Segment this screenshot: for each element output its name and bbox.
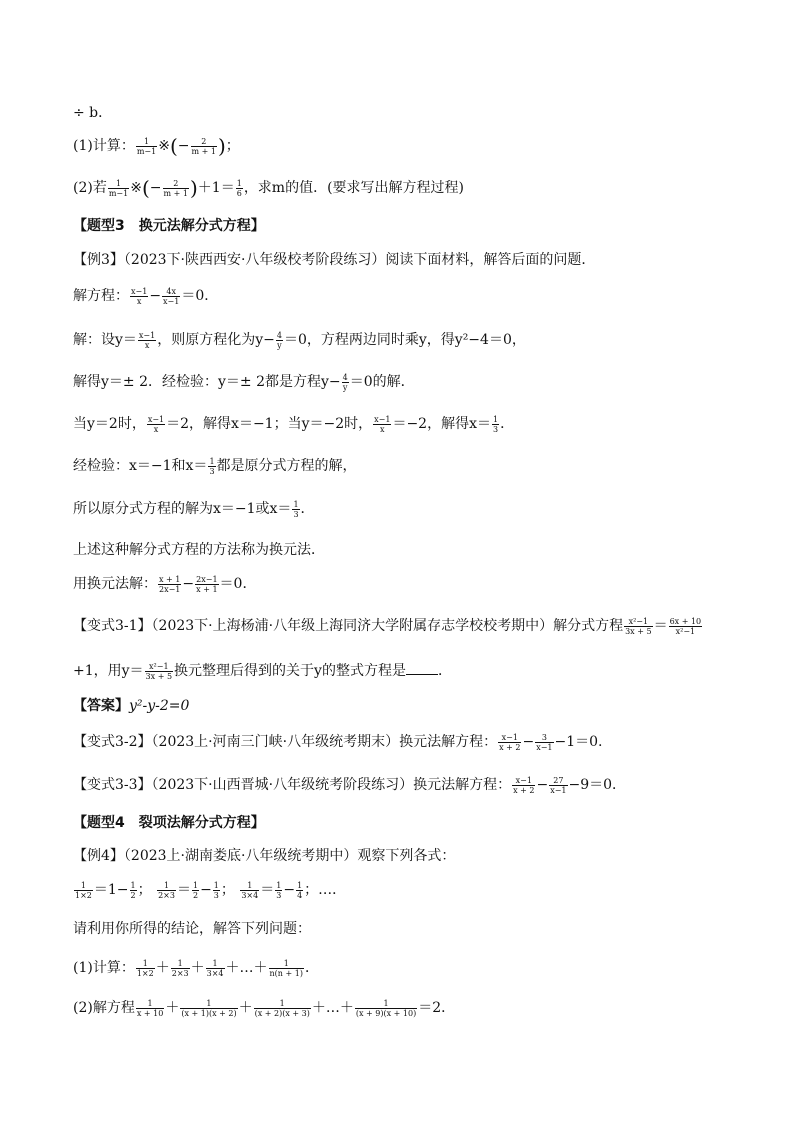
section-heading-3 [73, 216, 265, 236]
answer-blank[interactable] [406, 660, 438, 675]
fraction: $\frac{1}{2}$ [192, 880, 199, 900]
text: ； [225, 138, 240, 154]
question-4-1: (1)计算： $\frac{1}{1\times 2}$ ＋ $\frac{1}{2\times 3}$ ＋ $\frac{1}{3\times 4}$ ＋…＋ $\frac{1}{n(n + 1)}$ ． [73, 958, 319, 978]
line-solution-2 [73, 372, 415, 392]
observe-line: $\frac{1}{1\times 2}$ ＝1− $\frac{1}{2}$ ； $\frac{1}{2\times 3}$ ＝ $\frac{1}{2}$ − $\frac{1}{3}$ ； $\frac{1}{3\times 4}$ ＝ $\frac{1}{3}$ − $\frac{1}{4}$ ；…． [75, 880, 347, 900]
fraction: $\frac{1}{(x + 1)(x + 2)}$ [181, 998, 237, 1018]
fraction: $\frac{1}{x + 10}$ [136, 998, 164, 1018]
text: ＝ [653, 618, 668, 634]
text: ÷ b． [73, 105, 113, 121]
fraction: $\frac{1}{1\times 2}$ [136, 958, 154, 978]
text: 换元整理后得到的关于y的整式方程是 [174, 663, 406, 679]
text: ＝0． [181, 288, 219, 304]
line-task: 用换元法解： $\frac{x + 1}{2x-1}$ − $\frac{2x-1}{x + 1}$ ＝0． [73, 574, 257, 594]
line-conclusion [73, 499, 315, 519]
text: 解方程： [73, 288, 129, 304]
text: 当y＝2时， [73, 416, 146, 432]
text: ． [437, 663, 452, 679]
fraction: $\frac{4}{y}$ [276, 330, 282, 350]
text: 上述这种解分式方程的方法称为换元法． [73, 542, 325, 558]
fraction: $\frac{2}{m + 1}$ [163, 178, 188, 198]
fraction: $\frac{1}{3}$ [209, 456, 215, 476]
text: −1＝0. [554, 734, 603, 750]
text: ＝−2，解得x＝ [392, 416, 491, 432]
text: 解得y＝± 2．经检验：y＝± 2都是方程y− [73, 374, 341, 390]
text: 【题型4 裂项法解分式方程】 [73, 815, 265, 831]
fraction: $\frac{1}{2}$ [130, 880, 136, 900]
text: 【例3】（2023下·陕西西安·八年级校考阶段练习）阅读下面材料，解答后面的问题． [73, 252, 596, 268]
text: ＝0． [219, 576, 257, 592]
text: ＝0的解． [349, 374, 415, 390]
instruction-line [73, 919, 311, 939]
fraction: $\frac{x + 1}{2x-1}$ [159, 574, 181, 594]
text: 【题型3 换元法解分式方程】 [73, 218, 265, 234]
fraction: $\frac{1}{n(n + 1)}$ [269, 958, 303, 978]
question-2: (2)若 $\frac{1}{m-1}$ ※(− $\frac{2}{m + 1}$ )＋1＝ $\frac{1}{6}$ ，求m的值．(要求写出解方程过程) [73, 176, 465, 200]
answer-text: y²-y-2=0 [129, 698, 190, 714]
question-1: (1)计算： $\frac{1}{m-1}$ ※(− $\frac{2}{m + 1}$ )； [73, 134, 240, 158]
text: ＋1＝ [197, 180, 235, 196]
text: ＝0，方程两边同时乘y，得y²−4＝0， [283, 332, 526, 348]
text: 用换元法解： [73, 576, 157, 592]
fraction: $\frac{1}{6}$ [236, 178, 242, 198]
text: 解：设y＝ [73, 332, 137, 348]
text: 经检验：x＝−1和x＝ [73, 458, 208, 474]
fraction: $\frac{1}{4}$ [297, 880, 303, 900]
line-div-b [73, 103, 112, 123]
text: ＝2，解得x＝−1；当y＝−2时， [166, 416, 373, 432]
operator: ※ [158, 138, 170, 154]
fraction: $\frac{2}{m + 1}$ [191, 136, 216, 156]
section-heading-4 [73, 813, 265, 833]
fraction: $\frac{1}{3}$ [293, 499, 299, 519]
fraction: $\frac{1}{(x + 9)(x + 10)}$ [355, 998, 417, 1018]
fraction: $\frac{x-1}{x + 2}$ [513, 775, 535, 795]
fraction: $\frac{\text{x²−1}}{3x + 5}$ [145, 661, 173, 681]
question-4-2: (2)解方程 $\frac{1}{x + 10}$ ＋ $\frac{1}{(x + 1)(x + 2)}$ ＋ $\frac{1}{(x + 2)(x + 3)}$ ＋…＋ $\frac{1}{(x + 9)(x + 10)}$ ＝2． [73, 998, 456, 1018]
fraction: $\frac{1}{3\times 4}$ [241, 880, 259, 900]
fraction: $\frac{x-1}{x}$ [131, 286, 148, 306]
fraction: $\frac{4}{y}$ [342, 372, 348, 392]
line-equation: 解方程： $\frac{x-1}{x}$ − $\frac{4x}{x-1}$ ＝0． [73, 286, 219, 306]
fraction: $\frac{x-1}{x}$ [138, 330, 156, 350]
fraction: $\frac{1}{2\times 3}$ [171, 958, 189, 978]
text: +1，用y＝ [73, 663, 144, 679]
fraction: $\frac{x-1}{x}$ [374, 414, 391, 434]
line-solution-3 [73, 414, 514, 434]
operator: ※ [130, 180, 142, 196]
variant-3-1 [73, 616, 703, 636]
fraction: $\frac{1}{3}$ [276, 880, 282, 900]
answer-label: 【答案】 [73, 698, 129, 714]
fraction: $\frac{27}{x-1}$ [550, 775, 567, 795]
text: 请利用你所得的结论，解答下列问题： [73, 921, 311, 937]
fraction: $\frac{4x}{x-1}$ [163, 286, 180, 306]
text: ，则原方程化为y− [157, 332, 275, 348]
text: ． [300, 501, 315, 517]
text: −9＝0． [568, 777, 627, 793]
text: 所以原分式方程的解为x＝−1或x＝ [73, 501, 292, 517]
text: 【变式3-1】（2023下·上海杨浦·八年级上海同济大学附属存志学校校考期中）解分式方程 [73, 618, 624, 634]
text: (1)计算： [73, 138, 135, 154]
text: ，求m的值．(要求写出解方程过程) [243, 180, 465, 196]
text: (2)若 [73, 180, 107, 196]
example-4-title [73, 846, 455, 866]
fraction: $\frac{\text{x²−1}}{3x + 5}$ [625, 616, 652, 636]
text: 【例4】（2023上·湖南娄底·八年级统考期中）观察下列各式： [73, 848, 456, 864]
fraction: $\frac{1}{2\times 3}$ [158, 880, 175, 900]
text: 【变式3-2】（2023上·河南三门峡·八年级统考期末）换元法解方程： [73, 734, 498, 750]
text: ． [500, 416, 515, 432]
fraction: $\frac{2x-1}{x + 1}$ [196, 574, 218, 594]
fraction: $\frac{1}{1\times 2}$ [75, 880, 92, 900]
fraction: $\frac{6x + 10}{\text{x²−1}}$ [669, 616, 702, 636]
variant-3-1-cont [73, 660, 452, 681]
variant-3-3: 【变式3-3】（2023下·山西晋城·八年级统考阶段练习）换元法解方程： $\frac{x-1}{x + 2}$ − $\frac{27}{x-1}$ −9＝0． [73, 775, 627, 795]
fraction: $\frac{1}{3\times 4}$ [206, 958, 224, 978]
fraction: $\frac{1}{3}$ [493, 414, 499, 434]
fraction: $\frac{x-1}{x}$ [147, 414, 165, 434]
answer-line [73, 696, 189, 716]
fraction: $\frac{3}{x-1}$ [536, 732, 553, 752]
text: 【变式3-3】（2023下·山西晋城·八年级统考阶段练习）换元法解方程： [73, 777, 512, 793]
line-check [73, 456, 357, 476]
fraction: $\frac{x-1}{x + 2}$ [499, 732, 521, 752]
fraction: $\frac{1}{(x + 2)(x + 3)}$ [254, 998, 310, 1018]
line-solution-1 [73, 330, 526, 350]
fraction: $\frac{1}{m-1}$ [108, 178, 129, 198]
fraction: $\frac{1}{3}$ [213, 880, 219, 900]
line-method [73, 540, 325, 560]
text: 都是原分式方程的解， [216, 458, 357, 474]
fraction: $\frac{1}{m-1}$ [136, 136, 157, 156]
example-3-title [73, 250, 595, 270]
variant-3-2: 【变式3-2】（2023上·河南三门峡·八年级统考期末）换元法解方程： $\frac{x-1}{x + 2}$ − $\frac{3}{x-1}$ −1＝0. [73, 732, 603, 752]
